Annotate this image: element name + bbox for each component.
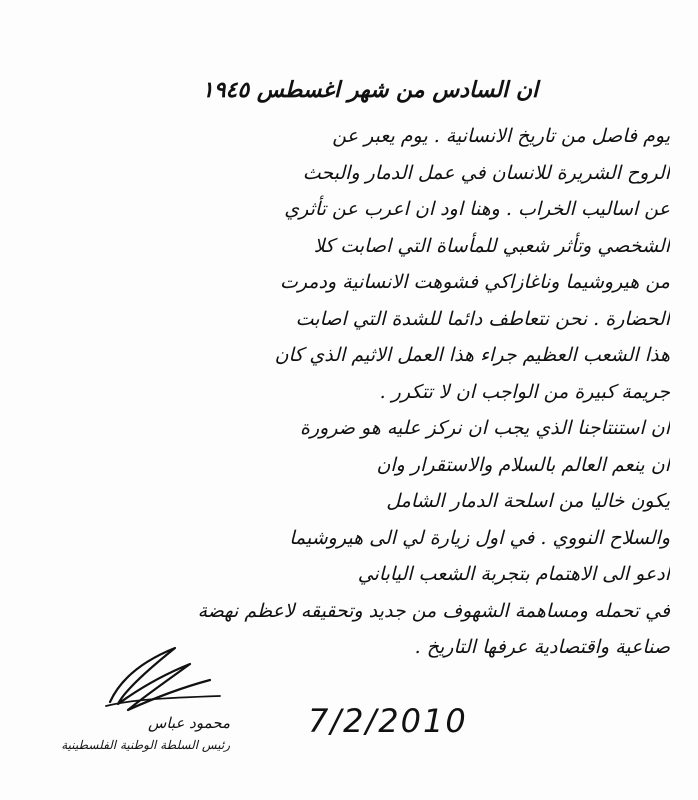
signature-title: رئيس السلطة الوطنية الفلسطينية (61, 738, 230, 752)
letter-line: يكون خاليا من اسلحة الدمار الشامل (386, 490, 670, 512)
letter-line: ادعو الى الاهتمام بتجربة الشعب الياباني (357, 563, 670, 585)
letter-line: الروح الشريرة للانسان في عمل الدمار والبحث (302, 161, 670, 184)
letter-line: ان ينعم العالم بالسلام والاستقرار وان (376, 453, 670, 476)
letter-line: عن اساليب الخراب . وهنا اود ان اعرب عن تأثري (284, 198, 670, 220)
letter-line: والسلاح النووي . في اول زيارة لي الى هيروشيما (289, 526, 670, 549)
signature-name: محمود عباس (148, 714, 230, 732)
letter-line: ان استنتاجنا الذي يجب ان نركز عليه هو ضرورة (300, 417, 670, 439)
letter-heading: ان السادس من شهر اغسطس ١٩٤٥ (201, 77, 539, 103)
letter-line: جريمة كبيرة من الواجب ان لا تتكرر . (379, 380, 670, 403)
letter-line: في تحمله ومساهمة الشهوف من جديد وتحقيقه لاعظم نهضة (197, 599, 670, 622)
letter-body (70, 66, 670, 666)
letter-line: صناعية واقتصادية عرفها التاريخ . (414, 636, 670, 658)
letter-line: الحضارة . نحن نتعاطف دائما للشدة التي اصابت (295, 307, 670, 330)
letter-date: 7/2/2010 (308, 702, 468, 740)
signature-block (61, 640, 230, 790)
letter-line: الشخصي وتأثر شعبي للمأساة التي اصابت كلا (313, 234, 670, 257)
letter-line: هذا الشعب العظيم جراء هذا العمل الاثيم الذي كان (274, 344, 670, 366)
signature-scribble (80, 640, 230, 720)
letter-line: يوم فاصل من تاريخ الانسانية . يوم يعبر عن (332, 125, 670, 147)
letter-line: من هيروشيما وناغازاكي فشوهت الانسانية ودمرت (279, 271, 670, 293)
